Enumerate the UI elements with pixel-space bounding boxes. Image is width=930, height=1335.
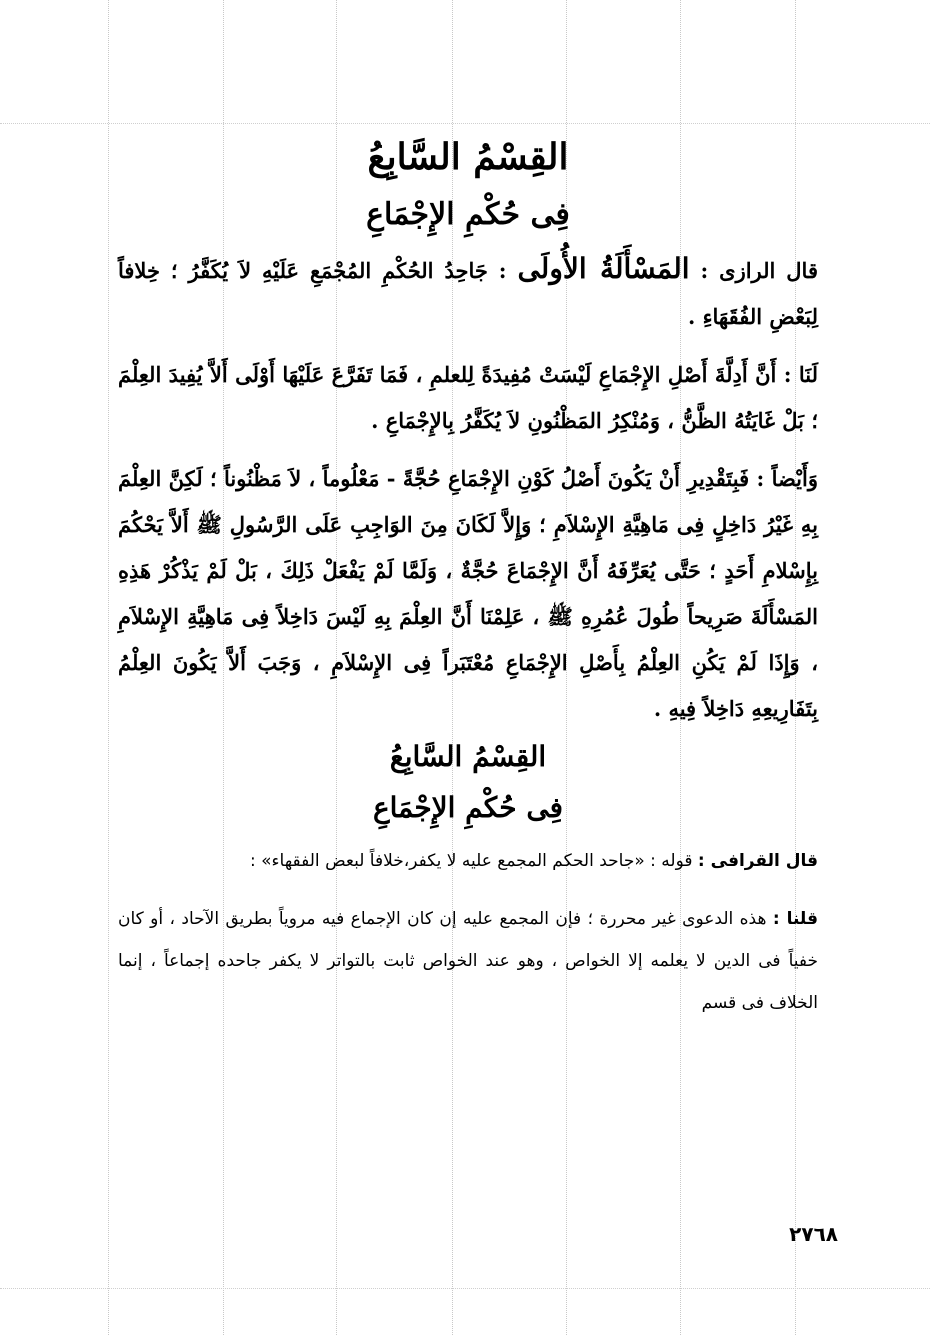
razi-text: : جَاحِدُ الحُكْمِ المُجْمَعِ عَلَيْهِ لاَ يُكَفَّرُ ؛ خِلافاً لِبَعْضِ الفُقَهَاءِ . [118,258,818,329]
section-title: القِسْمُ السَّابِعُ [367,136,569,178]
second-argument-paragraph: وَأَيْضاً : فَبِتَقْدِيرِ أَنْ يَكُونَ أَصْلُ كَوْنِ الإِجْمَاعِ حُجَّةً - مَعْلُوماً ، لاَ مَظْنُوناً ؛ لَكِنَّ العِلْمَ بِهِ غَيْرُ دَاخِلٍ فِى مَاهِيَّةِ الإِسْلاَمِ ؛ وَإِلاَّ لَكَانَ مِنَ الوَاجِبِ عَلَى الرَّسُولِ ﷺ أَلاَّ يَحْكُمَ بِإِسْلامِ أَحَدٍ ؛ حَتَّى يُعَرِّفَهُ أَنَّ الإِجْمَاعَ حُجَّةٌ ، وَلَمَّا لَمْ يَفْعَلْ ذَلِكَ ، بَلْ لَمْ يَذْكُرْ هَذِهِ المَسْأَلَةَ صَرِيحاً طُولَ عُمُرِهِ ﷺ ، عَلِمْنَا أَنَّ العِلْمَ بِهِ لَيْسَ دَاخِلاً فِى مَاهِيَّةِ الإِسْلاَمِ ، وَإِذَا لَمْ يَكُنِ العِلْمُ بِأَصْلِ الإِجْمَاعِ مُعْتَبَراً فِى الإِسْلاَمِ ، وَجَبَ أَلاَّ يَكُونَ العِلْمُ بِتَفَارِيعِهِ دَاخِلاً فِيهِ . [118,466,818,721]
page-number: ٢٧٦٨ [789,1222,838,1246]
qarafi-text: قوله : «جاحد الحكم المجمع عليه لا يكفر،خلافاً لبعض الفقهاء» : [250,851,693,871]
qarafi-lead: قال القرافى : [697,851,818,871]
argument-paragraph: لَنَا : أَنَّ أَدِلَّةَ أَصْلِ الإِجْمَاعِ لَيْسَتْ مُفِيدَةً لِلعلمِ ، فَمَا تَفَرَّعَ عَلَيْهَا أَوْلَى أَلاَّ يُفِيدَ العِلْمَ ؛ بَلْ غَايَتُهُ الظَّنُّ ، وَمُنْكِرُ المَظْنُونِ لاَ يُكَفَّرُ بِالإِجْمَاعِ . [118,362,818,433]
section-subtitle: فِى حُكْمِ الإِجْمَاعِ [366,197,570,232]
reply-paragraph [118,898,818,1024]
qarafi-paragraph [118,840,818,882]
section-subtitle-repeat: فِى حُكْمِ الإِجْمَاعِ [372,791,564,824]
guide-line [0,123,930,124]
section-title-repeat: القِسْمُ السَّابِعُ [389,740,547,773]
page-content [118,128,818,1024]
razi-paragraph [118,246,818,340]
reply-text: هذه الدعوى غير محررة ؛ فإن المجمع عليه إن كان الإجماع فيه مروياً بطريق الآحاد ، أو كان خفياً فى الدين لا يعلمه إلا الخواص ، وهو عند الخواص ثابت بالتواتر لا يكفر جاحده إجماعاً ، إنما الخلاف فى قسم [118,909,818,1013]
guide-line [0,1288,930,1289]
guide-line [108,0,109,1335]
reply-lead: قلنا : [772,909,818,929]
spacer [118,340,818,352]
spacer [118,882,818,898]
razi-issue-term: المَسْأَلَةُ الأُولَى [517,252,690,285]
spacer [118,444,818,456]
razi-lead: قال الرازى : [700,258,818,283]
